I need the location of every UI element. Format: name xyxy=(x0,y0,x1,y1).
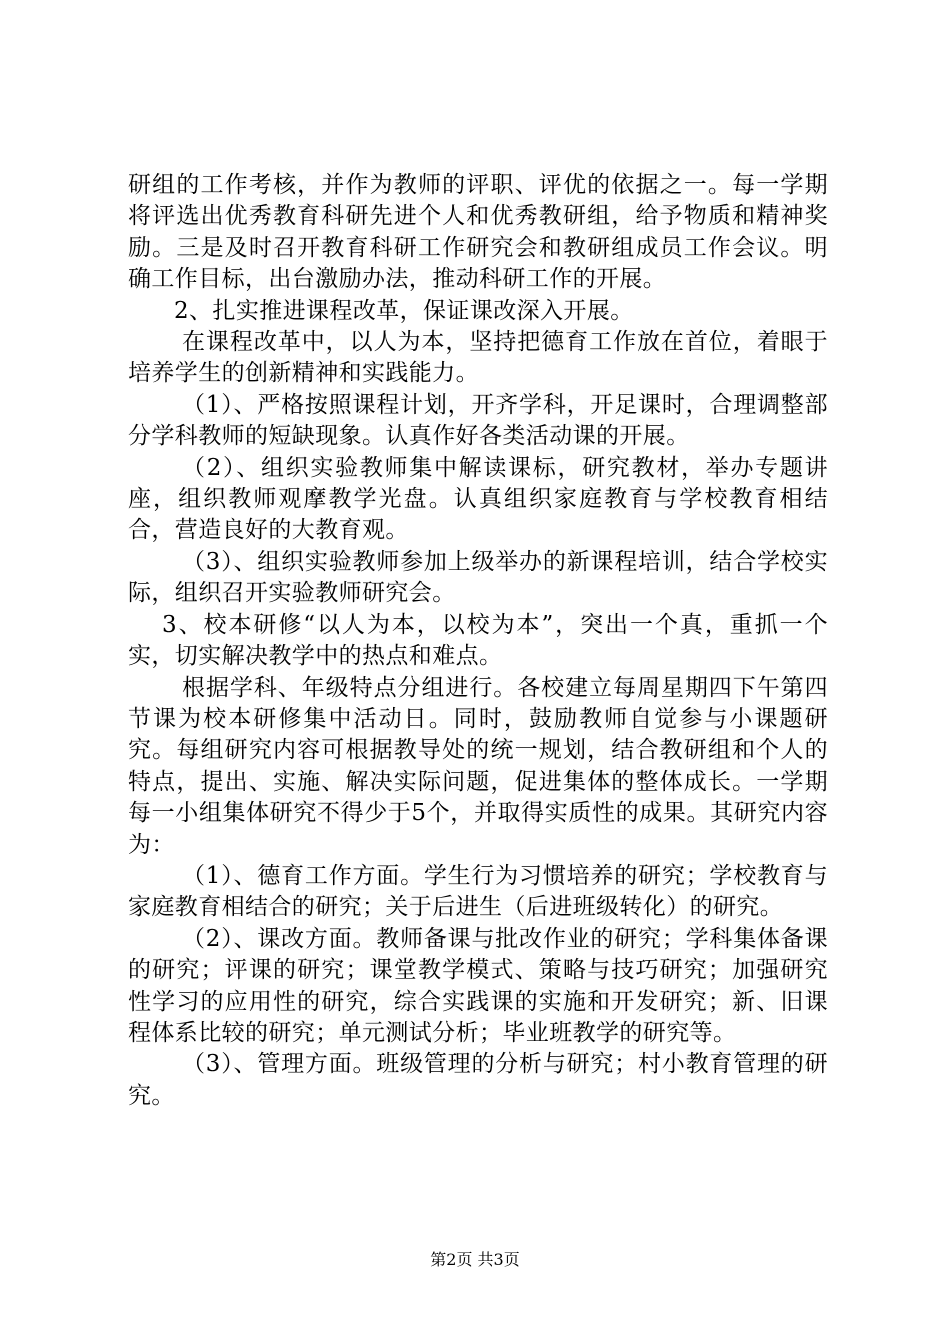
paragraph-item-1: （1）、严格按照课程计划，开齐学科，开足课时，合理调整部分学科教师的短缺现象。认真作好各类活动课的开展。 xyxy=(128,391,828,450)
paragraph-item-2: （2）、组织实验教师集中解读课标，研究教材，举办专题讲座，组织教师观摩教学光盘。认真组织家庭教育与学校教育相结合，营造良好的大教育观。 xyxy=(128,454,828,544)
paragraph-grouping: 根据学科、年级特点分组进行。各校建立每周星期四下午第四节课为校本研修集中活动日。同时，鼓励教师自觉参与小课题研究。每组研究内容可根据教导处的统一规划，结合教研组和个人的特点，提出、实施、解决实际问题，促进集体的整体成长。一学期每一小组集体研究不得少于5个，并取得实质性的成果。其研究内容为： xyxy=(128,674,828,858)
document-body xyxy=(128,170,828,1112)
paragraph-heading-3: 3、校本研修“以人为本，以校为本”，突出一个真，重抓一个实，切实解决教学中的热点和难点。 xyxy=(128,611,828,670)
paragraph-heading-2: 2、扎实推进课程改革，保证课改深入开展。 xyxy=(174,297,634,324)
paragraph-continuation: 研组的工作考核，并作为教师的评职、评优的依据之一。每一学期将评选出优秀教育科研先进个人和优秀教研组，给予物质和精神奖励。三是及时召开教育科研工作研究会和教研组成员工作会议。明确工作目标，出台激励办法，推动科研工作的开展。 xyxy=(128,172,828,293)
paragraph-curriculum-reform: （2）、课改方面。教师备课与批改作业的研究；学科集体备课的研究；评课的研究；课堂教学模式、策略与技巧研究；加强研究性学习的应用性的研究，综合实践课的实施和开发研究；新、旧课程体系比较的研究；单元测试分析；毕业班教学的研究等。 xyxy=(128,925,828,1046)
paragraph-management: （3）、管理方面。班级管理的分析与研究；村小教育管理的研究。 xyxy=(128,1051,828,1109)
paragraph-reform-intro: 在课程改革中，以人为本，坚持把德育工作放在首位，着眼于培养学生的创新精神和实践能力。 xyxy=(128,329,828,387)
paragraph-item-3: （3）、组织实验教师参加上级举办的新课程培训，结合学校实际，组织召开实验教师研究会。 xyxy=(128,548,828,607)
paragraph-moral-education: （1）、德育工作方面。学生行为习惯培养的研究；学校教育与家庭教育相结合的研究；关于后进生（后进班级转化）的研究。 xyxy=(128,862,828,921)
page-footer: 第2页 共3页 xyxy=(430,1250,520,1269)
